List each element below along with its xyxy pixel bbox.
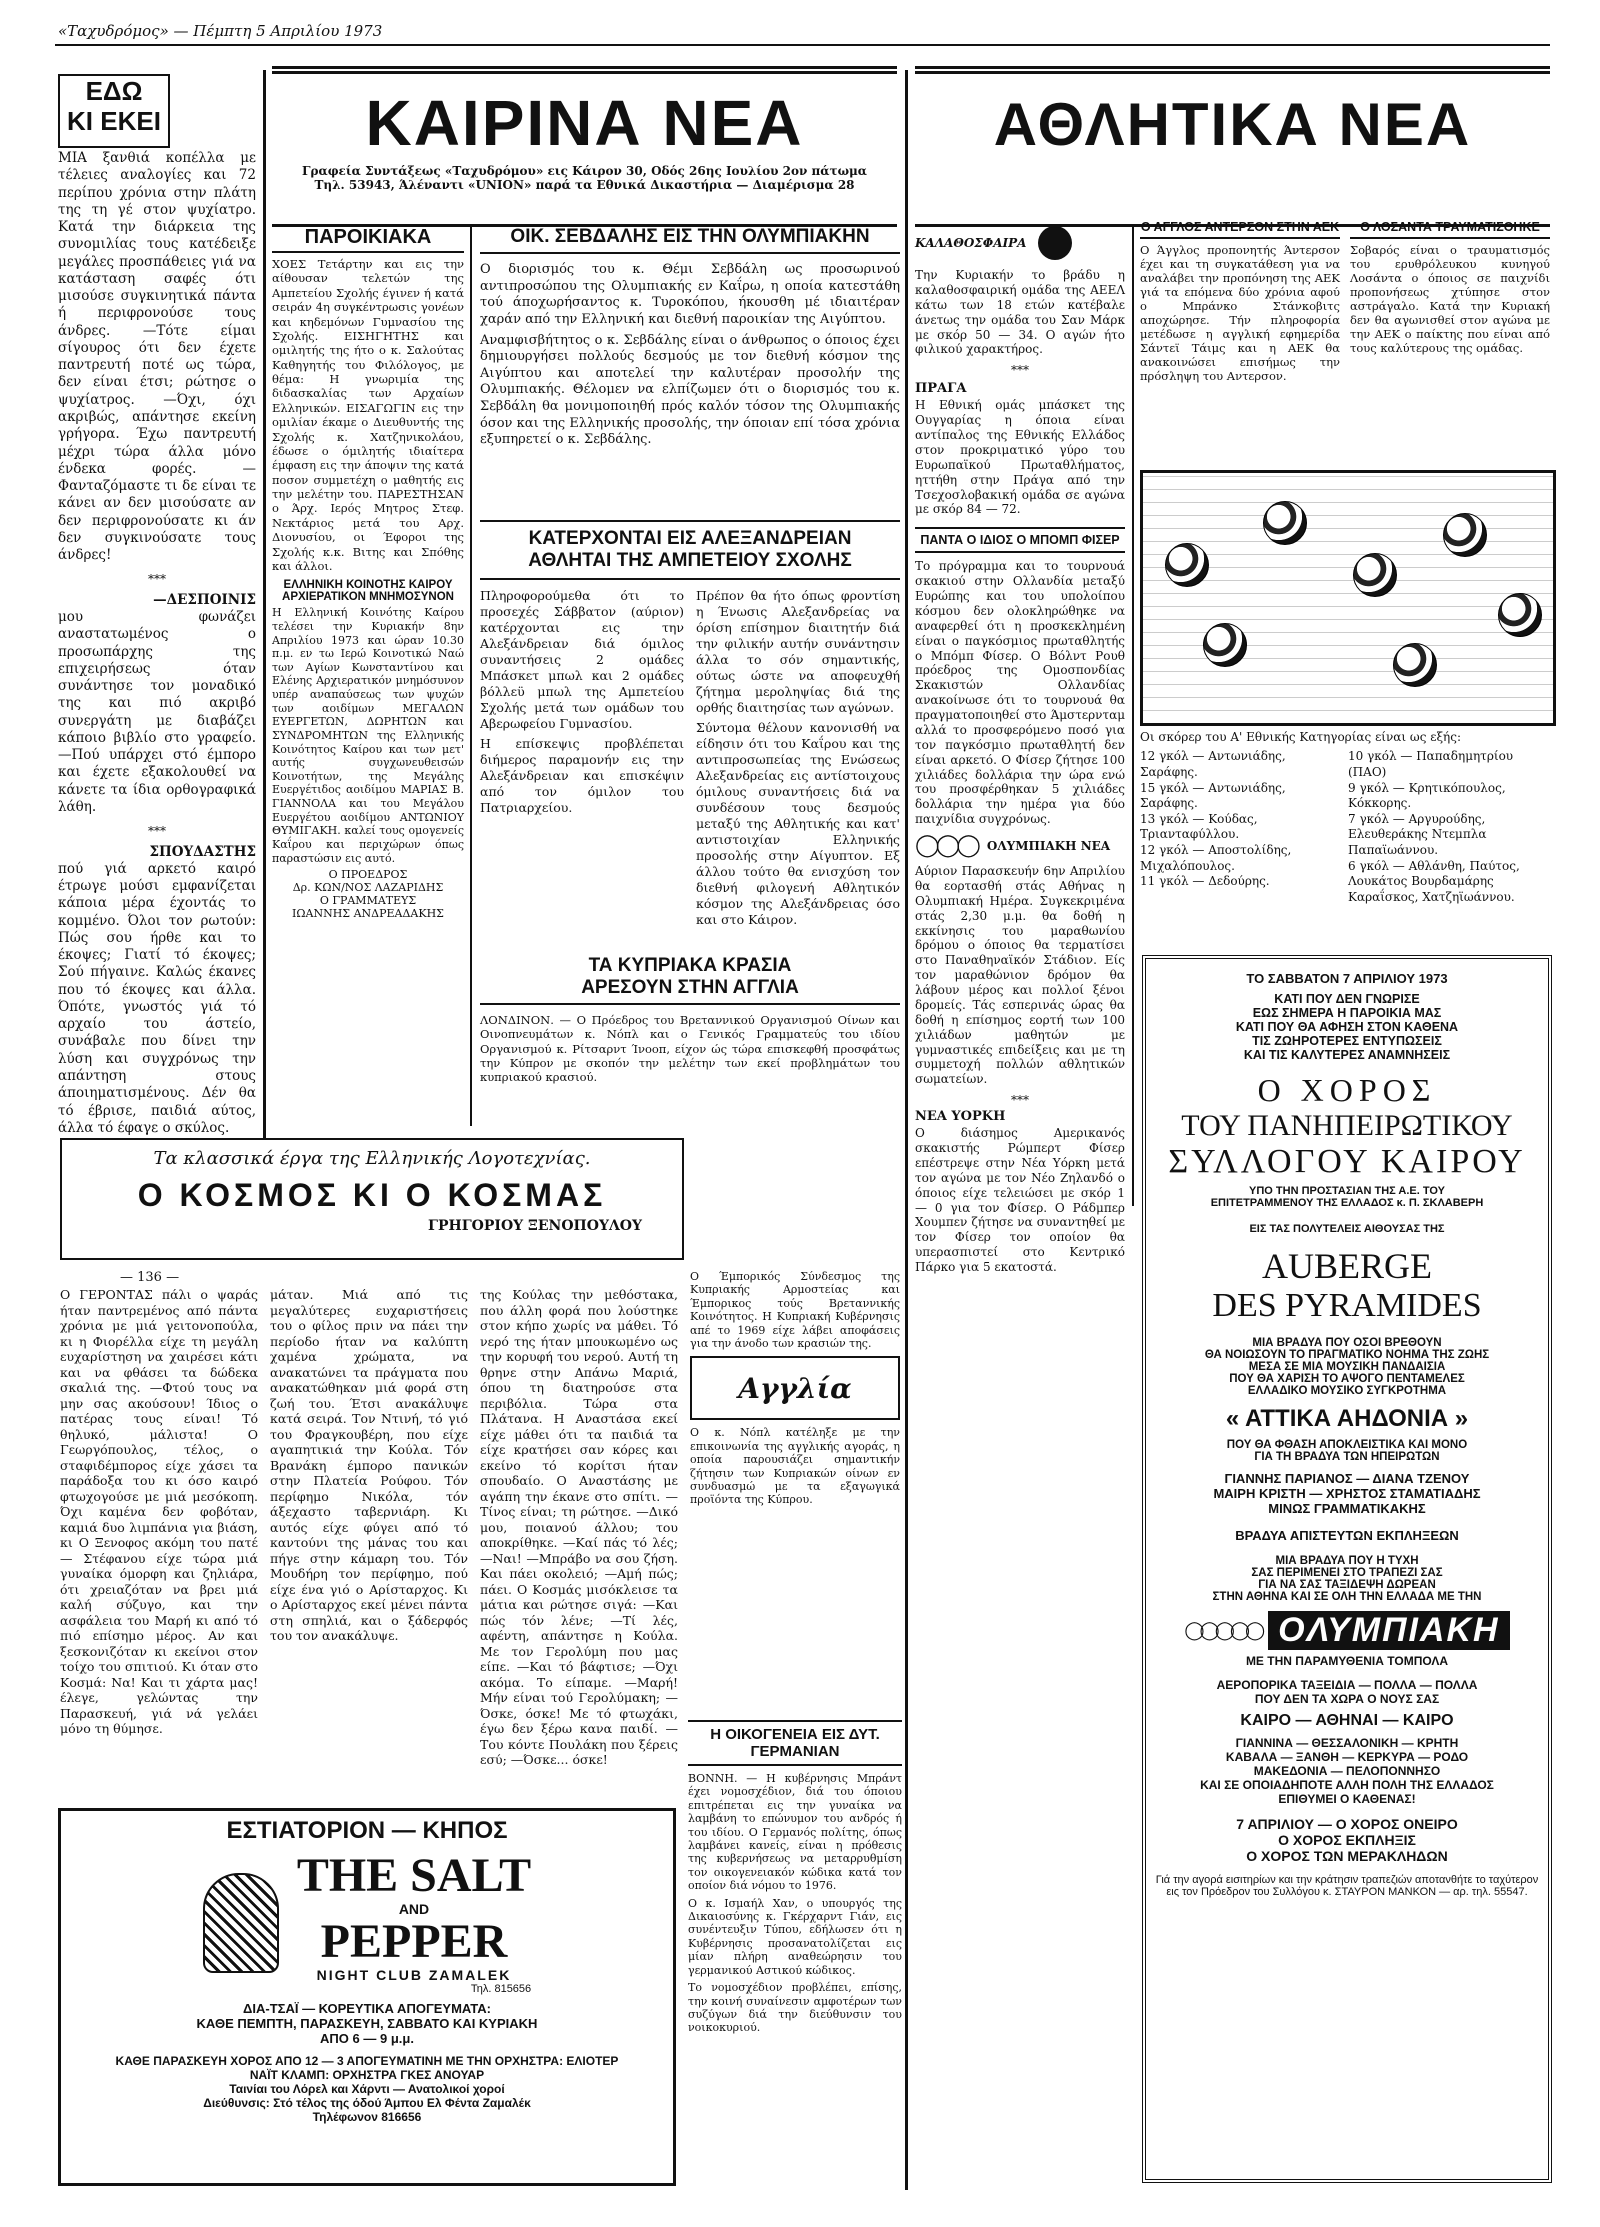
katerhontai-p1: Πληροφορούμεθα ότι το προσεχές Σάββατον (αύριον) κατέρχονται εις την Αλεξάνδρειαν διά όμιλος συναντήσεις 2 ομάδες Μπάσκετ μπωλ και 2 ομάδες βόλλεϋ μπωλ της Αμπετείου Σχολής μετά των ομάδων του Αβερωφείου Γυμνασίου. [480, 588, 684, 731]
xoros-a4: ΓΙΑΝΝΙΝΑ — ΘΕΣΣΑΛΟΝΙΚΗ — ΚΡΗΤΗ [1235, 1736, 1459, 1750]
xoros-a1: ΑΕΡΟΠΟΡΙΚΑ ΤΑΞΕΙΔΙΑ — ΠΟΛΛΑ — ΠΟΛΛΑ [1216, 1678, 1478, 1692]
athlitika-p1: Την Κυριακήν το βράδυ η καλαθοσφαιρική ομάδα της ΑΕΕΛ κάτω των 18 ετών κατέβαλε άνετως την ομάδα του Σαν Μάρκ με σκόρ 50 — 34. Ο αγών ήτο φιλικού χαρακτήρος. [915, 268, 1125, 357]
kypriaka-continued [690, 1270, 900, 1507]
olympic-rings-icon: ◯◯◯◯◯ [1184, 1620, 1261, 1640]
xoros-a7: ΚΑΙ ΣΕ ΟΠΟΙΑΔΗΠΟΤΕ ΑΛΛΗ ΠΟΛΗ ΤΗΣ ΕΛΛΑΔΟΣ [1200, 1778, 1494, 1792]
football-icon [1393, 643, 1437, 687]
xoros-v2: ΘΑ ΝΟΙΩΣΟΥΝ ΤΟ ΠΡΑΓΜΑΤΙΚΟ ΝΟΗΜΑ ΤΗΣ ΖΩΗΣ [1204, 1349, 1490, 1361]
olymp-body: Αύριον Παρασκευήν 6ην Απριλίου θα εορτασθή στάς Αθήνας η Ολυμπιακή Ημέρα. Συγκεκριμένα στάς 2,30 μ.μ. θα δοθή η εκκίνησις του μαραθωνίου δρόμου ο όποιος θα τερματίσει στο Παναθηναϊκόν Στάδιον. Είς τον μαραθώνιον δρόμον θα λάβουν μέρος και πολλοί ξένοι δρομείς. Τάς εσπερινάς ώρας θα δοθή η επίσημος εορτή των 100 χιλιάδων μαθητών με γυμναστικές επιδείξεις και με τη συμμετοχή πολλών αθλητικών σωματείων. [915, 864, 1125, 1087]
katerhontai-p3: Πρέπον θα ήτο όπως φροντίση η Ένωσις Αλεξανδρείας να όρίση επίσημον διαιτητήν διά την φιλικήν αυτήν συνάντησιν άλλα το σόν σημαντικής, ούτως ώστε να αποφευχθή ζήτημα μεροληψίας διά της ορθής διαιτησίας των αγώνων. [696, 588, 900, 715]
xoros-s7: ΜΙΑ ΒΡΑΔΥΑ ΠΟΥ Η ΤΥΧΗ [1275, 1555, 1419, 1567]
anderson-title: Ο ΑΓΓΛΟΣ ΑΝΤΕΡΣΟΝ ΣΤΗΝ ΑΕΚ [1140, 220, 1340, 239]
xoros-s9: ΓΙΑ ΝΑ ΣΑΣ ΤΑΞΙΔΕΨΗ ΔΩΡΕΑΝ [1258, 1579, 1436, 1591]
ny-body: Ο διάσημος Αμερικανός σκακιστής Ρώμπερτ Φίσερ επέστρεψε στην Νέα Υόρκη μετά τον αγώνα με τον Νέο Ζηλανδό ο όποιος είχε τελειώσει με σκόρ 1 — 0 για τον Φίσερ. Ο Ράδμπερ Χουμπεν ζήτησε να συναντηθεί με τον Φίσερ τον οποίον θα υπερασπιστεί στο Κεντρικό Πάρκο για 5 εκατοστά. [915, 1126, 1125, 1274]
anderson-body: Ο Άγγλος προπονητής Άντερσον έχει και τη συγκατάθεση για να αναλάβει την προπόνηση της ΑΕΚ γιά τα επόμενα δύο χρόνια αφού ο Μπράνκο Στάνκοβιτς αποχώρησε. Τήν πληροφορία μετέδωσε η αγγλική εφημερίδα Σάντεϊ Τάιμς και η ΑΕΚ θα ανακοινώσει επισήμως την πρόσληψη του Αντερσον. [1140, 243, 1340, 384]
football-icon [1263, 501, 1307, 545]
xoros-date: ΤΟ ΣΑΒΒΑΤΟΝ 7 ΑΠΡΙΛΙΟΥ 1973 [1246, 971, 1448, 986]
kosmos-col2: μάταν. Μιά από τις μεγαλύτερες ευχαριστήσεις του ο φίλος πριν να πάει την περίοδο ήταν να καλύπτη χαμένα χρώματα, να ανακατώνει τα πράγματα που ανακατώθηκαν μιά φορά στη ζωή του. Έτσι ανακάλυψε κατά σειρά. Τον Ντινή, τό γιό του Φραγκουβέρη, που είχε αγαπητικιά την Κούλα. Τόν Βρανάκη έμπορο πανικών στην Πλατεία Ρούφου. Τόν περίφημο Νικόλα, τόν άξεχαστο ταβερνιάρη. Κι αυτός είχε φύγει από τό καντούνι της μάνας του και πήγε στην κάμαρη του. Τόν Μουδήρη τον περίφημο, πού είχε ένα γιό ο Αρίσταρχος. Κι ο Αρίσταρχος εκεί μένει πάντα στη σπηλιά, και ο ξάδερφός του τον ανακάλυψε. [270, 1287, 468, 1643]
xoros-t1: ΚΑΤΙ ΠΟΥ ΔΕΝ ΓΝΩΡΙΣΕ [1274, 992, 1420, 1006]
xoros-foot: Γιά την αγορά εισιτηρίων και την κράτησιν τραπεζιών αποτανθήτε το ταχύτερον εις τον Πρόεδρον του Συλλόγου κ. ΣΤΑΥΡΟΝ ΜΑΝΚΟΝ — αρ. τηλ. 55547. [1155, 1874, 1539, 1898]
paroikiaka-section [272, 226, 464, 920]
athlitika-banner [915, 66, 1550, 227]
separator: *** [1011, 1093, 1029, 1108]
estiatorion-title: ΕΣΤΙΑΤΟΡΙΟΝ — ΚΗΠΟΣ [226, 1817, 508, 1844]
koinotis-body: Η Ελληνική Κοινότης Καίρου τελέσει την Κυριακήν 8ην Απριλίου 1973 και ώραν 10.30 π.μ. εν τω Ιερώ Κοινοτικώ Ναώ των Αγίων Κωνσταντίνου και Ελένης Αρχιερατικόν μνημόσυνον υπέρ αναπαύσεως των ψυχών των αοιδίμων ΜΕΓΑΛΩΝ ΕΥΕΡΓΕΤΩΝ, ΔΩΡΗΤΩΝ και ΣΥΝΔΡΟΜΗΤΩΝ της Ελληνικής Κοινότητος Καίρου και των μετ' αυτής συγχωνευθεισών Κοινοτήτων, της Μεγάλης Ευεργέτιδος αοιδίμου ΜΑΡΙΑΣ Β. ΓΙΑΝΝΟΛΑ και του Μεγάλου Ευεργέτου αοιδίμου ΑΝΤΩΝΙΟΥ ΘΥΜΙΓΑΚΗ. καλεί τους ομογενείς Καΐρου και περιχώρων όπως παραστώσιν εις αυτό. [272, 606, 464, 865]
estiatorion-line4: ΚΑΘΕ ΠΑΡΑΣΚΕΥΗ ΧΟΡΟΣ ΑΠΟ 12 — 3 ΑΠΟΓΕΥΜΑΤΙΝΗ ΜΕ ΤΗΝ ΟΡΧΗΣΤΡΑ: ΕΛΙΟΤΕΡ [115, 2054, 619, 2068]
olympic-rings-icon: ◯◯◯ [915, 833, 977, 858]
kairina-nea-sub2: Τηλ. 53943, Άλέναντι «UNION» παρά τα Εθνικά Δικαστήρια — Διαμέρισμα 28 [314, 178, 855, 192]
anglia-logo-text: Αγγλία [738, 1371, 852, 1405]
katerhontai-title-1: ΚΑΤΕΡΧΟΝΤΑΙ ΕΙΣ ΑΛΕΞΑΝΔΡΕΙΑΝ [480, 520, 900, 550]
katerhontai-p4: Σύντομα θέλουν κανονισθή να είδησιν ότι του Καΐρου και της αντιπροσωπείας της Ενώσεως Αλεξανδρείας εις αντίστοιχους όμιλους συναντήσεις διά να συνδέσουν τους δεσμούς μεταξύ της Αθλητικής και κατ' αντιστοιχίαν Ελληνικής προσολής στην Αίγυπτον. Εξ άλλου τούτο θα ενισχύση τον διεθνή φιλογενή Αθλητικόν κόσμον της Αλεξάνδρειας όσο και στο Κάιρον. [696, 720, 900, 927]
estiatorion-line3: ΑΠΟ 6 — 9 μ.μ. [320, 2031, 414, 2046]
scorer-line: 7 γκόλ — Αργυρούδης, Ελευθεράκης Ντεμπλα Παπαϊωάννου. [1348, 811, 1487, 857]
praga-body: Η Εθνική ομάς μπάσκετ της Ουγγαρίας η όποια είναι αντίπαλος της Εθνικής Ελλάδος στον προκριματικό γύρο του Ευρωπαϊκού Πρωταθλήματος, ηττήθη στην Πράγα από την Τσεχοσλοβακική ομάδα σε αγώνα με σκόρ 84 — 72. [915, 398, 1125, 517]
estiatorion-line2: ΚΑΘΕ ΠΕΜΠΤΗ, ΠΑΡΑΣΚΕΥΗ, ΣΑΒΒΑΤΟ ΚΑΙ ΚΥΡΙΑΚΗ [196, 2016, 538, 2031]
sevdalis-p2: Αναμφισβήτητος ο κ. Σεβδάλης είναι ο άνθρωπος ο όποιος έχει δημιουργήσει πολλούς δεσμούς με τον διεθνή κόσμον της Αιγύπτου και αποτελεί την καλυτέραν προσολήν της Ολυμπιακής. Θέλομεν να ελπίζωμεν ότι ο διορισμός του κ. Σεβδάλη θα μονιμοποιηθή πρός καλόν τόσον της Ολυμπιακής όσον και της Ελληνικής προσολής, την όποιαν επί τόσα χρόνια εξυπηρετεί ο κ. Σεβδάλης. [480, 332, 900, 448]
kypriaka-article [480, 955, 900, 1084]
kypriaka-title-1: ΤΑ ΚΥΠΡΙΑΚΑ ΚΡΑΣΙΑ [588, 955, 792, 976]
germania-p3: Το νομοσχέδιον προβλέπει, επίσης, την κοινή συναίνεσιν αμφοτέρων των συζύγων διά την διεύθυνσιν του νοικοκυριού. [688, 1981, 902, 2035]
edo-ekei-h2: —ΔΕΣΠΟΙΝΙΣ [153, 591, 256, 608]
xoros-s5: ΜΙΝΩΣ ΓΡΑΜΜΑΤΙΚΑΚΗΣ [1268, 1501, 1426, 1516]
salt-shaker-icon [203, 1873, 279, 1973]
edo-ekei-article [58, 150, 256, 1137]
scorer-line: 12 γκόλ — Αποστολίδης, Μιχαλόπουλος. [1140, 842, 1292, 873]
kosmos-body [60, 1270, 680, 1768]
edo-ekei-title-1: ΕΔΩ [85, 76, 143, 106]
xoros-s2: ΓΙΑ ΤΗ ΒΡΑΔΥΑ ΤΩΝ ΗΠΕΙΡΩΤΩΝ [1254, 1451, 1440, 1463]
xoros-s4: ΜΑΙΡΗ ΚΡΙΣΤΗ — ΧΡΗΣΤΟΣ ΣΤΑΜΑΤΙΑΔΗΣ [1213, 1486, 1481, 1501]
edo-ekei-title-2: ΚΙ ΕΚΕΙ [67, 106, 161, 136]
scorer-line: 9 γκόλ — Κρητικόπουλος, Κόκκορης. [1348, 780, 1506, 811]
sign-president-name: Δρ. ΚΩΝ/ΝΟΣ ΛΑΖΑΡΙΔΗΣ [292, 881, 444, 895]
xoros-syllogou: ΣΥΛΛΟΓΟΥ ΚΑΙΡΟΥ [1168, 1143, 1526, 1180]
kosmos-col3: της Κούλας την μεθόστακα, που άλλη φορά που λούστηκε στον κήπο χωρίς να μάθει. Τό νερό της ήταν μπουκωμένο ως την κορυφή του νερού. Αυτή τη θρηνε στην Απάνω Μαριά, όπου τη διατηρούσε στα περιβόλια. Τώρα στα Πλάτανα. Η Αναστάσα εκεί είχε μάθει ότι τα παιδιά τα είχε κρατήσει σαν κόρες και εκείνο τό κορίτσι ήταν σπουδαίο. Ο Αναστάσης με αγάπη την έκανε στο σπίτι. —Τίνος είναι; τη ρώτησε. —Δικό μου, ποιανού άλλου; του αποκρίθηκε. —Καί πάς τό λές; —Ναι! —Μπράβο να σου ζήση. Και πάει οκολειό; —Αμή πώς; πάει. Ο Κοσμάς μισόκλεισε τα μάτια και ρώτησε σιγά: —Και πώς τόν λένε; —Τί λές, αφέντη, απάντησε η Κούλα. Με τον Γερολύμη που μας είπε. —Και τό βάφτισε; —Όχι ακόμα. Το είπαμε. —Μαρή! Μήν είναι τού Γερολύμακη; —Όσκε, όσκε! Με τό φτωχάκι, έγω δεν ξέρω κανα παιδί. —Του κόντε Πουλάκη που ξέρεις εσύ; —Όσκε... όσκε! [480, 1287, 678, 1767]
football-icon [1443, 513, 1487, 557]
xoros-a8: ΕΠΙΘΥΜΕΙ Ο ΚΑΘΕΝΑΣ! [1278, 1792, 1416, 1806]
kypriaka-title-2: ΑΡΕΣΟΥΝ ΣΤΗΝ ΑΓΓΛΙΑ [480, 977, 900, 1005]
basketball-icon [1038, 226, 1072, 260]
paroikiaka-body: ΧΟΕΣ Τετάρτην και εις την αίθουσαν τελετών της Αμπετείου Σχολής έγινεν ή κατά σειράν 4η συγκέντρωσις γονέων και κηδεμόνων Γυμνασίου της Σχολής. ΕΙΣΗΓΗΤΗΣ και ομιλητής της ήτο ο κ. Σαλούτας Καθηγητής του Φιλόλογος, με θέμα: Η γνωριμία της διδασκαλίας των Αρχαίων Ελληνικών. ΕΙΣΑΓΩΓΙΝ εις την ομιλίαν έκαμε ο Διευθυντής της Σχολής κ. Χατζηνικολάου, έδωσε ο όμιλητής ιδιαίτερα έμφαση εις την άποψιν της κατά ποσον συμμετέχη ο μαθητής εις την μελέτην του. ΠΑΡΕΣΤΗΣΑΝ ο Άρχ. Ιερός Μητρος Στεφ. Νεκτάριος μετά του Αρχ. Διονυσίου, οι Έφοροι της Σχολής κ.κ. Βιτης και Σπόθης και άλλοι. [272, 257, 464, 573]
xoros-t4: ΤΙΣ ΖΩΗΡΟΤΕΡΕΣ ΕΝΤΥΠΩΣΕΙΣ [1252, 1034, 1442, 1048]
football-icon [1353, 553, 1397, 597]
scorer-line: 10 γκόλ — Παπαδημητρίου (ΠΑΟ) [1348, 749, 1514, 779]
xoros-v1: ΜΙΑ ΒΡΑΔΥΑ ΠΟΥ ΟΣΟΙ ΒΡΕΘΟΥΝ [1252, 1337, 1442, 1349]
katerhontai-title-2: ΑΘΛΗΤΑΙ ΤΗΣ ΑΜΠΕΤΕΙΟΥ ΣΧΟΛΗΣ [480, 550, 900, 580]
kalathosfaira-label: ΚΑΛΑΘΟΣΦΑΙΡΑ [915, 236, 1027, 250]
xoros-s8: ΣΑΣ ΠΕΡΙΜΕΝΕΙ ΣΤΟ ΤΡΑΠΕΖΙ ΣΑΣ [1251, 1567, 1443, 1579]
sevdalis-p1: Ο διορισμός του κ. Θέμι Σεβδάλη ως προσωρινού αντιπροσώπου της Ολυμπιακής εν Καΐρω, η οποία κατεστάθη τού άποχωρήσαντος κ. Τυροκόπου, ήκουσθη μέ ιδιαιτέραν χαράν από την Ελληνική και διεθνή παροικίαν της Αιγύπτου. [480, 262, 900, 327]
xoros-eis: ΕΙΣ ΤΑΣ ΠΟΛΥΤΕΛΕΙΣ ΑΙΘΟΥΣΑΣ ΤΗΣ [1249, 1223, 1445, 1235]
xoros-band: « ΑΤΤΙΚΑ ΑΗΔΟΝΙΑ » [1225, 1405, 1469, 1432]
kairina-nea-title: ΚΑΙΡΙΝΑ ΝΕΑ [365, 87, 804, 159]
paroikiaka-title: ΠΑΡΟΙΚΙΑΚΑ [272, 226, 464, 253]
xoros-v4: ΠΟΥ ΘΑ ΧΑΡΙΣΗ ΤΟ ΑΨΟΓΟ ΠΕΝΤΑΜΕΛΕΣ [1229, 1373, 1465, 1385]
xoros-t3: ΚΑΤΙ ΠΟΥ ΘΑ ΑΦΗΣΗ ΣΤΟΝ ΚΑΘΕΝΑ [1235, 1020, 1459, 1034]
kosmos-kicker: Τα κλασσικά έργα της Ελληνικής Λογοτεχνίας. [153, 1148, 591, 1169]
katerhontai-p2: Η επίσκεψις προβλέπεται διήμερος παραμονήν εις την Αλεξάνδρειαν και επισκέψιν από τον όμιλον του Πατριαρχείου. [480, 736, 684, 815]
xoros-t5: ΚΑΙ ΤΙΣ ΚΑΛΥΤΕΡΕΣ ΑΝΑΜΝΗΣΕΙΣ [1243, 1048, 1451, 1062]
xoros-epitetr: ΕΠΙΤΕΤΡΑΜΜΕΝΟΥ ΤΗΣ ΕΛΛΑΔΟΣ κ. Π. ΣΚΛΑΒΕΡΗ [1210, 1197, 1484, 1209]
xoros-tou: ΤΟΥ ΠΑΝΗΠΕΙΡΩΤΙΚΟΥ [1181, 1109, 1513, 1142]
xoros-auberge2: DES PYRAMIDES [1212, 1287, 1482, 1324]
xoros-olympiaki: ΟΛΥΜΠΙΑΚΗ [1268, 1611, 1509, 1650]
xoros-t2: ΕΩΣ ΣΗΜΕΡΑ Η ΠΑΡΟΙΚΙΑ ΜΑΣ [1252, 1006, 1442, 1020]
kosmos-number: — 136 — [120, 1270, 180, 1285]
brand-sub: NIGHT CLUB ZAMALEK [316, 1967, 512, 1983]
kosmos-header [60, 1138, 684, 1260]
brand-pepper: PEPPER [320, 1915, 508, 1968]
separator: *** [148, 572, 166, 587]
football-icon [1203, 623, 1247, 667]
sevdalis-article [480, 226, 900, 453]
scorer-line: 12 γκόλ — Αντωνιάδης, Σαράφης. [1140, 749, 1286, 779]
edo-ekei-h3: ΣΠΟΥΔΑΣΤΗΣ [149, 843, 256, 860]
sevdalis-title: ΟΙΚ. ΣΕΒΔΑΛΗΣ ΕΙΣ ΤΗΝ ΟΛΥΜΠΙΑΚΗΝ [480, 226, 900, 254]
xoros-a5: ΚΑΒΑΛΑ — ΞΑΝΘΗ — ΚΕΡΚΥΡΑ — ΡΟΔΟ [1225, 1750, 1469, 1764]
estiatorion-line5: ΝΑΪΤ ΚΛΑΜΠ: ΟΡΧΗΣΤΡΑ ΓΚΕΣ ΑΝΟΥΑΡ [249, 2068, 485, 2082]
katerhontai-article [480, 520, 900, 928]
brand-salt: THE SALT [296, 1849, 532, 1902]
kairina-nea-sub1: Γραφεία Συντάξεως «Ταχυδρόμου» εις Κάιρον 30, Οδός 26ης Ιουλίου 2ον πάτωμα [301, 164, 868, 178]
xoros-ad [1142, 955, 1552, 2183]
praga-title: ΠΡΑΓΑ [915, 381, 967, 397]
estiatorion-line1: ΔΙΑ-ΤΣΑΪ — ΚΟΡΕΥΤΙΚΑ ΑΠΟΓΕΥΜΑΤΑ: [243, 2001, 491, 2016]
sign-secretary-name: ΙΩΑΝΝΗΣ ΑΝΔΡΕΑΔΑΚΗΣ [292, 907, 444, 921]
kairina-nea-banner [272, 66, 897, 227]
column-rule [1132, 226, 1134, 1206]
column-rule [263, 70, 266, 1140]
xoros-prostasia: ΥΠΟ ΤΗΝ ΠΡΟΣΤΑΣΙΑΝ ΤΗΣ Α.Ε. ΤΟΥ [1249, 1185, 1445, 1197]
olympiaki-nea-label: ΟΛΥΜΠΙΑΚΗ ΝΕΑ [986, 838, 1111, 853]
germania-p2: Ο κ. Ισμαήλ Χαν, ο υπουργός της Δικαιοσύνης κ. Γκέρχαρντ Γιάν, εις συνέντευξιν Τύπου, εδήλωσεν ότι η Κυβέρνησις προσανατολίζεται εις μίαν πλήρη αναθεώρησιν του γερμανικού Αστικού κώδικος. [688, 1896, 902, 1977]
anderson-article [1140, 220, 1340, 387]
masthead-rule [55, 44, 1550, 46]
xoros-s1: ΠΟΥ ΘΑ ΦΘΑΣΗ ΑΠΟΚΛΕΙΣΤΙΚΑ ΚΑΙ ΜΟΝΟ [1226, 1439, 1468, 1451]
edo-ekei-p3: πού γιά αρκετό καιρό έτρωγε μούσι εμφανίζεται κάποια μέρα έχοντάς το κομμένο. Όλοι τον ρωτούν: Πώς σου ήρθε και το έκοψες; Γιατί τό έκοψες; Σού πήγαινε. Καλώς έκανες που τό έκοψες και άλλα. Όπότε, γνωστός γιά τό αρχαίο του άστείο, συνάβαλε που δίνει την λύση και συγχρόνως την απάντηση στους άποιηματισμένους. Δέν θα τό έβρισε, παιδιά αύτος, άλλα τό έφαγε ο σκύλος. [58, 860, 256, 1136]
losanta-article [1350, 220, 1550, 359]
sign-secretary: Ο ΓΡΑΜΜΑΤΕΥΣ [319, 894, 417, 908]
scorers-intro: Οι σκόρερ του Α' Εθνικής Κατηγορίας είναι ως εξής: [1140, 730, 1462, 744]
edo-ekei-header [58, 74, 170, 148]
sign-president: Ο ΠΡΟΕΔΡΟΣ [328, 868, 408, 882]
masthead: «Ταχυδρόμος» — Πέμπτη 5 Απριλίου 1973 [58, 22, 383, 40]
edo-ekei-p1: ΜΙΑ ξανθιά κοπέλλα με τέλειες αναλογίες και 72 περίπου χρόνια στην πλάτη της τη γέ στον ψυχίατρο. Κατά την διάρκεια της συνομιλίας τους κατέδειξε μεγάλες προσπάθειες γιά να κατάσταση σαφές ότι μισούσε συγκινητικά πάντα ή περιφρονούσε τους άνδρες. —Τότε είμαι σίγουρος ότι δεν έχετε παντρευτή ποτέ ως τώρα, δεν είναι έτσι; ρώτησε ο ψυχίατρος. —Όχι, όχι ακριβώς, απάντησε εκείνη γρήγορα. Έχω παντρευτή μέχρι τώρα άλλα μόνο ένδεκα φορές. —Φανταζόμαστε τι δε είναι τε κάνει αν δεν μισούσατε αν δεν περιφρονούσατε κι άν δεν συγκινούσατε τους άνδρες! [58, 150, 256, 564]
xoros-b1: 7 ΑΠΡΙΛΙΟΥ — Ο ΧΟΡΟΣ ΟΝΕΙΡΟ [1236, 1816, 1458, 1832]
kypriaka-p2: Ο Έμπορικός Σύνδεσμος της Κυπριακής Αρμοστείας και Έμπορικος τούς Βρεταννικής Κοινότητος. Η Κυπριακή Κυβέρνησις απέ το 1969 είχε λάβει αποφάσεις για την άνοδο των κρασιών της. [690, 1270, 900, 1351]
football-icon [1165, 543, 1209, 587]
kosmos-title: Ο ΚΟΣΜΟΣ ΚΙ Ο ΚΟΣΜΑΣ [137, 1177, 607, 1213]
athlitika-title: ΑΘΛΗΤΙΚΑ ΝΕΑ [993, 91, 1472, 158]
brand-tel: Τηλ. 815656 [470, 1983, 532, 1995]
xoros-a6: ΜΑΚΕΔΟΝΙΑ — ΠΕΛΟΠΟΝΝΗΣΟ [1253, 1764, 1441, 1778]
kosmos-col1: Ο ΓΕΡΟΝΤΑΣ πάλι ο ψαράς ήταν παντρεμένος από πάντα χρόνια με μιά γειτονοπούλα, κι η Φιορέλλα είχε τη μεγάλη ευχαρίστηση να χαιρέσει κάτι και να φθάσει τα δώδεκα σκαλιά της. —Φτού τους να μην σας ακούσουν! Ίδιος ο πατέρας τους είναι! Τό θηλυκό, μάλιστα! Ο Γεωργόπουλος, τέλος, ο σταφιδέμπορος είχε χάσει τα παράδοξα του κι όσο καιρό φτωχογούσε με μιά μεσόκοπη. Όχι καμένα δεν φοβόταν, καμιά δυο λιμπάνια για βιάση, κι Ο Ξενοφος ακόμη του πατέ — Στέφανου είχε τώρα μιά γυναίκα όμορφη και ζηλιάρα, ότι χρειαζόταν να βρει μιά καλή σύζυγο, και την ασφάλεια του Μαρή κι από τό πιό επίσημο μέρος. Αν και ξεσκονιζόταν κι εκείνοι στον τοίχο του σπιτιού. Κι όταν στο Κοσμά: Να! Και τι χάρτα μας! έλεγε, γελώντας την Παρασκευή, γιά νά γελάει μόνο τη θύμησε. [60, 1287, 258, 1736]
xoros-v3: ΜΕΣΑ ΣΕ ΜΙΑ ΜΟΥΣΙΚΗ ΠΑΝΔΑΙΣΙΑ [1248, 1361, 1446, 1373]
germania-title: Η ΟΙΚΟΓΕΝΕΙΑ ΕΙΣ ΔΥΤ. ΓΕΡΜΑΝΙΑΝ [688, 1720, 902, 1766]
xoros-v5: ΕΛΛΑΔΙΚΟ ΜΟΥΣΙΚΟ ΣΥΓΚΡΟΤΗΜΑ [1247, 1385, 1447, 1397]
xoros-s6: ΒΡΑΔΥΑ ΑΠΙΣΤΕΥΤΩΝ ΕΚΠΛΗΞΕΩΝ [1235, 1528, 1459, 1543]
scorers-section [1140, 730, 1550, 905]
scorer-line: 13 γκόλ — Κούδας, Τριανταφύλλου. [1140, 811, 1258, 842]
column-rule [905, 70, 908, 2190]
edo-ekei-p2: μου φωνάζει αναστατωμένος ο προσωπάρχης της επιχειρήσεως όταν συνάντησε τον μοναδικό της και πιό ακριβό συνεργάτη με διαβάζει κάποιο βιβλίο στο γραφείο. —Πού υπάρχει στό έμπορο και έχετε εξακολουθεί να κάνετε τα ίδια ορθογραφικά λάθη. [58, 609, 256, 815]
estiatorion-line8: Τηλέφωνον 816656 [312, 2110, 422, 2124]
brand-and: AND [398, 1901, 430, 1917]
fisher-body: Το πρόγραμμα και το τουρνουά σκακιού στην Ολλανδία μεταξύ Ευρώπης και του υπολοίπου κόσμου δεν ολοκληρώθηκε να αναφερθεί ότι η προσκεκλημένη είναι ο παγκόσμιος πρωταθλητής ο Μπόμπ Φίσερ. Ο Βόλντ Ρουθ πρόεδρος της Ομοσπονδίας Σκακιστών Ολλανδίας ανακοίνωσε ότι το τουρνουά θα πραγματοποιηθεί στο Άμστερνταμ αλλά το προσφερόμενο ποσό για τον παγκόσμιο πρωταθλητή δεν είναι αρκετό. Ο Φίσερ ζήτησε 100 χιλιάδες δολλάρια την ώρα ενώ του προσφέρθηκαν 5 χιλιάδες δολλάρια την ημέρα για δύο παιχνίδια συγχρόνως. [915, 559, 1125, 827]
athlitika-left [915, 226, 1125, 1277]
ny-title: ΝΕΑ ΥΟΡΚΗ [915, 1109, 1006, 1125]
anglia-logo [690, 1356, 900, 1420]
germania-p1: ΒΟΝΝΗ. — Η κυβέρνησις Μπράντ έχει νομοσχέδιον, διά του όποιου επιτρέπεται εις την γυναίκα να λαμβάνη το επώνυμον του ανδρός ή του ιδίου. Ο Γερμανός πολίτης, όπως λαμβάνει κανείς, είναι η πρόθεσις της κυβερνήσεως να μεταρρυθμίση τον οικογενειακόν κώδικα κατά τον οποίον διά νόμου το 1976. [688, 1772, 902, 1893]
xoros-tombola: ΜΕ ΤΗΝ ΠΑΡΑΜΥΘΕΝΙΑ ΤΟΜΠΟΛΑ [1245, 1654, 1449, 1668]
column-rule [470, 226, 472, 1126]
estiatorion-line6: Ταινίαι του Λόρελ και Χάρντι — Ανατολικοί χοροί [229, 2082, 505, 2096]
losanta-title: Ο ΛΟΣΑΝΤΑ ΤΡΑΥΜΑΤΙΣΘΗΚΕ [1350, 220, 1550, 239]
xoros-b2: Ο ΧΟΡΟΣ ΕΚΠΛΗΞΙΣ [1278, 1832, 1416, 1848]
scorer-line: 11 γκόλ — Δεδούρης. [1140, 874, 1270, 889]
separator: *** [1011, 363, 1029, 378]
xoros-b3: Ο ΧΟΡΟΣ ΤΩΝ ΜΕΡΑΚΛΗΔΩΝ [1246, 1848, 1448, 1864]
football-icon [1498, 593, 1542, 637]
fisher-title: ΠΑΝΤΑ Ο ΙΔΙΟΣ Ο ΜΠΟΜΠ ΦΙΣΕΡ [915, 527, 1125, 553]
estiatorion-ad [58, 1808, 676, 2186]
goal-net-illustration [1140, 470, 1556, 726]
scorer-line: 6 γκόλ — Αθλάνθη, Παύτος, Λουκάτος Βουρδαμάρης Καραΐσκος, Χατζηϊωάννου. [1348, 858, 1520, 904]
germania-article [688, 1720, 902, 2035]
xoros-o: Ο ΧΟΡΟΣ [1257, 1072, 1437, 1108]
separator: *** [148, 824, 166, 839]
xoros-s10: ΣΤΗΝ ΑΘΗΝΑ ΚΑΙ ΣΕ ΟΛΗ ΤΗΝ ΕΛΛΑΔΑ ΜΕ ΤΗΝ [1212, 1591, 1482, 1603]
kypriaka-p3: Ο κ. Νόπλ κατέληξε με την επικοινωνία της αγγλικής αγοράς, η οποία παρουσιάζει σημαντικήν ζήτησιν των Κυπριακών οίνων εν συνδυασμώ με τα εξαγωγικά προϊόντα της Κύπρου. [690, 1426, 900, 1507]
kosmos-author: ΓΡΗΓΟΡΙΟΥ ΞΕΝΟΠΟΥΛΟΥ [428, 1218, 642, 1234]
xoros-s3: ΓΙΑΝΝΗΣ ΠΑΡΙΑΝΟΣ — ΔΙΑΝΑ ΤΖΕΝΟΥ [1224, 1471, 1470, 1486]
estiatorion-line7: Διεύθυνσις: Στό τέλος της όδού Άμπου Ελ Φέντα Ζαμαλέκ [203, 2096, 531, 2110]
koinotis-title: ΕΛΛΗΝΙΚΗ ΚΟΙΝΟΤΗΣ ΚΑΙΡΟΥ ΑΡΧΙΕΡΑΤΙΚΟΝ ΜΝΗΜΟΣΥΝΟΝ [282, 579, 454, 604]
xoros-auberge1: AUBERGE [1262, 1246, 1432, 1286]
losanta-body: Σοβαρός είναι ο τραυματισμός του ερυθρόλευκου κυνηγού Λοσάντα ο όποιος σε παιχνίδι προπονήσεως χτύπησε στον αστράγαλο. Κατά την Κυριακή δεν θα αγωνισθεί στον αγώνα με την ΑΕΚ ο παίκτης που είναι από τους καλύτερους της ομάδας. [1350, 243, 1550, 356]
kypriaka-p1: ΛΟΝΔΙΝΟΝ. — Ο Πρόεδρος του Βρεταννικού Οργανισμού Οίνων και Οινοπνευμάτων κ. Νόπλ και ο Γενικός Γραμματεύς του ιδίου Οργανισμού κ. Ρίτσαρντ Ίνοοπ, είχον ώς τώρα επισκεφθή προσφάτως την Κύπρον με σκοπόν την μελέτην των εκεί προβλημάτων του κυπριακού κρασιού. [480, 1013, 900, 1084]
scorer-line: 15 γκόλ — Αντωνιάδης, Σαράφης. [1140, 780, 1286, 811]
xoros-a3: ΚΑΙΡΟ — ΑΘΗΝΑΙ — ΚΑΙΡΟ [1240, 1712, 1454, 1729]
xoros-a2: ΠΟΥ ΔΕΝ ΤΑ ΧΩΡΑ Ο ΝΟΥΣ ΣΑΣ [1254, 1692, 1440, 1706]
